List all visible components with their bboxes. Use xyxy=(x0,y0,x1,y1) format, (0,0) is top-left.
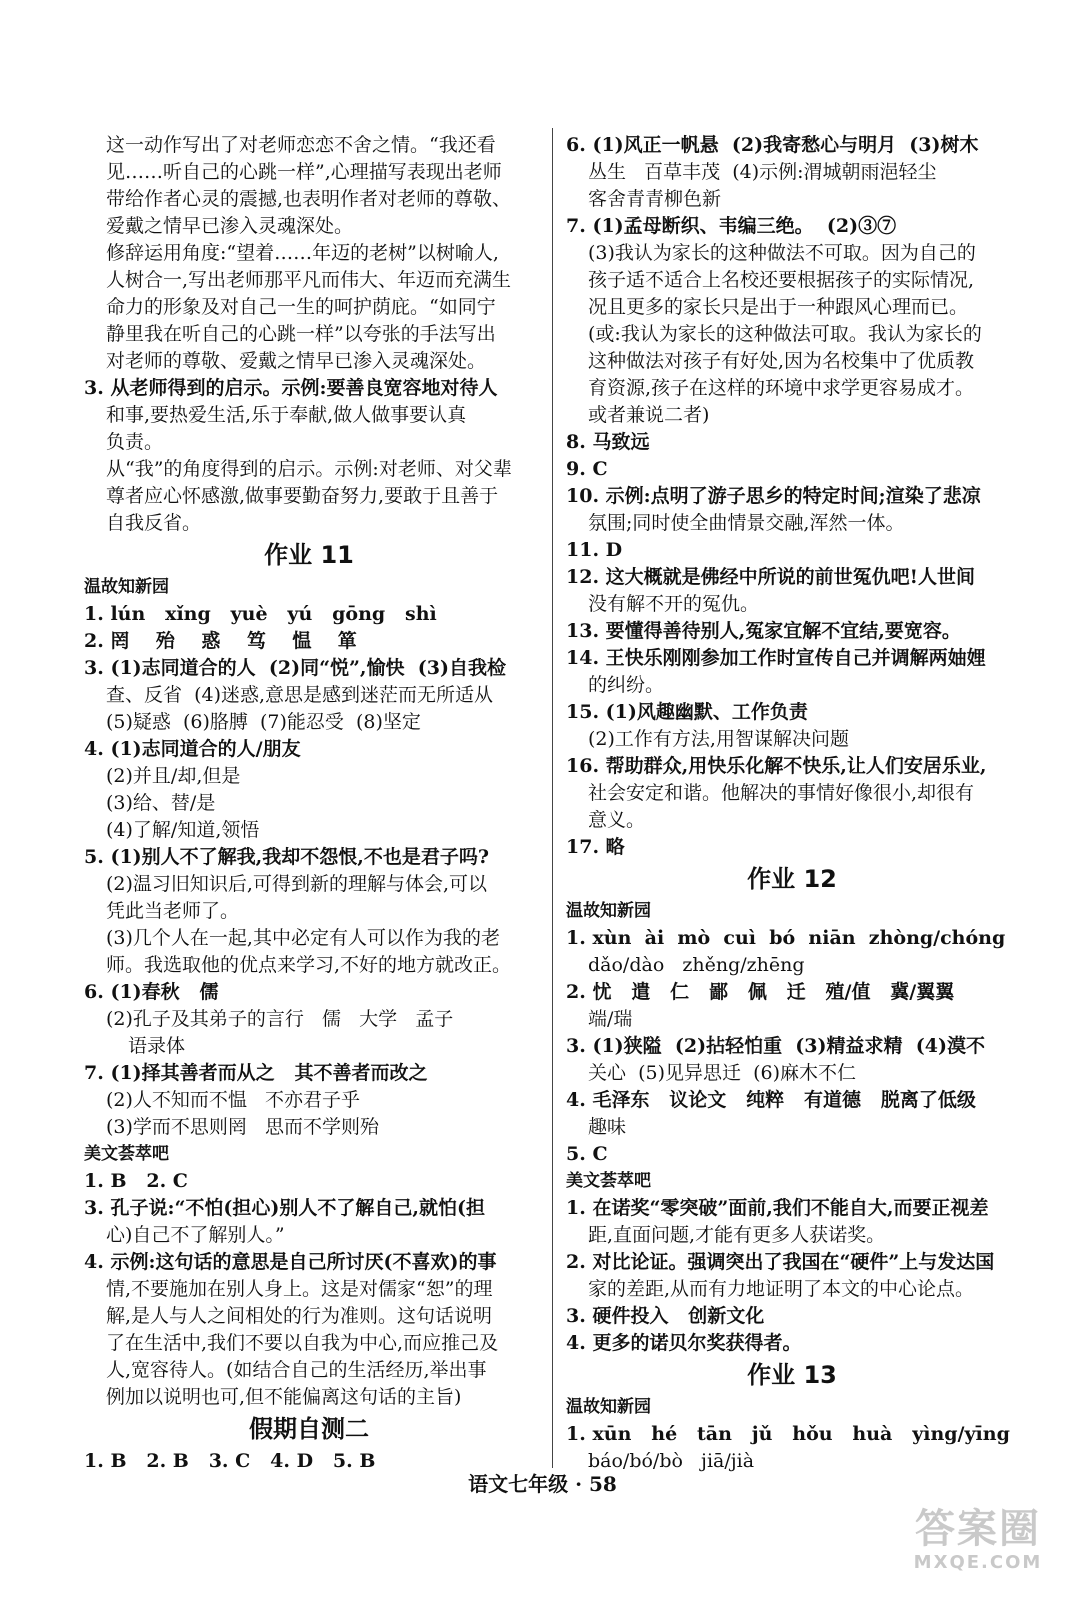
answer-line: 和事,要热爱生活,乐于奉献,做人做事要认真 xyxy=(106,404,467,426)
answer-item: 5. (1)别人不了解我,我却不怨恨,不也是君子吗? xyxy=(84,846,490,868)
answer-item: 4. (1)志同道合的人/朋友 xyxy=(84,738,301,760)
answer-line: 负责。 xyxy=(106,431,164,453)
subsection-title: 温故知新园 xyxy=(566,901,651,921)
answer-item: 1. 在诺奖“零突破”面前,我们不能自大,而要正视差 xyxy=(566,1197,989,1219)
page-footer: 语文七年级 · 58 xyxy=(468,1472,617,1496)
section-heading: 作业 12 xyxy=(747,865,837,893)
answer-line: 从“我”的角度得到的启示。示例:对老师、对父辈 xyxy=(106,458,512,480)
answer-line: 家的差距,从而有力地证明了本文的中心论点。 xyxy=(588,1278,975,1300)
answer-item: 8. 马致远 xyxy=(566,431,650,453)
answer-line: 的纠纷。 xyxy=(588,674,665,696)
answer-line: (3)我认为家长的这种做法不可取。因为自己的 xyxy=(588,242,976,264)
answer-line: 解,是人与人之间相处的行为准则。这句话说明 xyxy=(106,1305,493,1327)
subsection-title: 美文荟萃吧 xyxy=(84,1144,169,1164)
answer-item: 14. 王快乐刚刚参加工作时宣传自己并调解两妯娌 xyxy=(566,647,986,669)
answer-item: 1. B 2. B 3. C 4. D 5. B xyxy=(84,1450,376,1472)
answer-line: 语录体 xyxy=(128,1035,186,1057)
answer-line: 了在生活中,我们不要以自我为中心,而应推己及 xyxy=(106,1332,499,1354)
answer-line: 意义。 xyxy=(588,809,646,831)
answer-line: (2)人不知而不愠 不亦君子乎 xyxy=(106,1089,361,1111)
answer-line: 丛生 百草丰茂 (4)示例:渭城朝雨浥轻尘 xyxy=(588,161,937,183)
section-heading: 作业 13 xyxy=(747,1361,837,1389)
answer-line: 情,不要施加在别人身上。这是对儒家“恕”的理 xyxy=(106,1278,493,1300)
answer-item: 2. 忧 遣 仁 鄙 佩 迁 殖/值 冀/翼翼 xyxy=(566,981,955,1003)
answer-item: 6. (1)风正一帆悬 (2)我寄愁心与明月 (3)树木 xyxy=(566,134,979,156)
answer-line: 这一动作写出了对老师恋恋不舍之情。“我还看 xyxy=(106,134,496,156)
answer-line: 孩子适不适合上名校还要根据孩子的实际情况, xyxy=(588,269,975,291)
answer-item: 16. 帮助群众,用快乐化解不快乐,让人们安居乐业, xyxy=(566,755,987,777)
answer-item: 3. (1)狭隘 (2)拈轻怕重 (3)精益求精 (4)漠不 xyxy=(566,1035,985,1057)
answer-line: 修辞运用角度:“望着……年迈的老树”以树喻人, xyxy=(106,242,499,264)
answer-line: 凭此当老师了。 xyxy=(106,900,240,922)
answer-item: 2. 罔 殆 惑 笃 愠 箪 xyxy=(84,630,357,652)
answer-line: (3)学而不思则罔 思而不学则殆 xyxy=(106,1116,380,1138)
answer-line: (2)工作有方法,用智谋解决问题 xyxy=(588,728,849,750)
answer-line: (4)了解/知道,领悟 xyxy=(106,819,260,841)
answer-item: 4. 示例:这句话的意思是自己所讨厌(不喜欢)的事 xyxy=(84,1251,497,1273)
subsection-title: 美文荟萃吧 xyxy=(566,1171,651,1191)
answer-item: 1. xūn hé tān jǔ hǒu huà yìng/yīng xyxy=(566,1423,1010,1445)
answer-line: 客舍青青柳色新 xyxy=(588,188,722,210)
section-heading: 作业 11 xyxy=(264,541,354,569)
answer-line: 人,宽容待人。(如结合自己的生活经历,举出事 xyxy=(106,1359,487,1381)
answer-line: 带给作者心灵的震撼,也表明作者对老师的尊敬、 xyxy=(106,188,512,210)
answer-line: 或者兼说二者) xyxy=(588,404,710,426)
answer-item: 10. 示例:点明了游子思乡的特定时间;渲染了悲凉 xyxy=(566,485,981,507)
answer-line: 师。我选取他的优点来学习,不好的地方就改正。 xyxy=(106,954,512,976)
answer-item: 2. 对比论证。强调突出了我国在“硬件”上与发达国 xyxy=(566,1251,995,1273)
answer-item: 13. 要懂得善待别人,冤家宜解不宜结,要宽容。 xyxy=(566,620,961,642)
answer-line: 关心 (5)见异思迁 (6)麻木不仁 xyxy=(588,1062,856,1084)
answer-line: (3)几个人在一起,其中必定有人可以作为我的老 xyxy=(106,927,500,949)
answer-line: 社会安定和谐。他解决的事情好像很小,却很有 xyxy=(588,782,975,804)
answer-item: 3. 从老师得到的启示。示例:要善良宽容地对待人 xyxy=(84,377,498,399)
answer-item: 3. 硬件投入 创新文化 xyxy=(566,1305,765,1327)
answer-item: 3. 孔子说:“不怕(担心)别人不了解自己,就怕(担 xyxy=(84,1197,485,1219)
answer-line: (5)疑惑 (6)胳膊 (7)能忍受 (8)坚定 xyxy=(106,711,421,733)
answer-item: 11. D xyxy=(566,539,623,561)
answer-line: 心)自己不了解别人。” xyxy=(106,1224,285,1246)
answer-item: 12. 这大概就是佛经中所说的前世冤仇吧!人世间 xyxy=(566,566,976,588)
answer-line: 例加以说明也可,但不能偏离这句话的主旨) xyxy=(106,1386,462,1408)
answer-line: 静里我在听自己的心跳一样”以夸张的手法写出 xyxy=(106,323,496,345)
answer-line: 尊者应心怀感激,做事要勤奋努力,要敢于且善于 xyxy=(106,485,499,507)
answer-line: (2)孔子及其弟子的言行 儒 大学 孟子 xyxy=(106,1008,454,1030)
right-column xyxy=(566,132,1018,1475)
answer-line: 趣味 xyxy=(588,1116,627,1138)
answer-line: 自我反省。 xyxy=(106,512,202,534)
watermark-main: 答案圈 xyxy=(915,1506,1041,1552)
answer-line: báo/bó/bò jiā/jià xyxy=(588,1450,755,1472)
answer-item: 9. C xyxy=(566,458,608,480)
answer-item: 15. (1)风趣幽默、工作负责 xyxy=(566,701,808,723)
answer-line: 查、反省 (4)迷惑,意思是感到迷茫而无所适从 xyxy=(106,684,494,706)
answer-item: 1. lún xǐng yuè yú gōng shì xyxy=(84,603,437,625)
answer-line: (2)温习旧知识后,可得到新的理解与体会,可以 xyxy=(106,873,487,895)
answer-line: 命力的形象及对自己一生的呵护荫庇。“如同宁 xyxy=(106,296,496,318)
answer-item: 7. (1)择其善者而从之 其不善者而改之 xyxy=(84,1062,428,1084)
answer-item: 5. C xyxy=(566,1143,608,1165)
subsection-title: 温故知新园 xyxy=(566,1397,651,1417)
answer-line: 育资源,孩子在这样的环境中求学更容易成才。 xyxy=(588,377,975,399)
answer-line: (3)给、替/是 xyxy=(106,792,216,814)
answer-item: 4. 更多的诺贝尔奖获得者。 xyxy=(566,1332,802,1354)
answer-line: dǎo/dào zhěng/zhēng xyxy=(588,954,805,976)
column-divider xyxy=(552,128,553,1468)
answer-item: 4. 毛泽东 议论文 纯粹 有道德 脱离了低级 xyxy=(566,1089,976,1111)
answer-line: 况且更多的家长只是出于一种跟风心理而已。 xyxy=(588,296,969,318)
answer-line: 见……听自己的心跳一样”,心理描写表现出老师 xyxy=(106,161,502,183)
answer-line: (或:我认为家长的这种做法可取。我认为家长的 xyxy=(588,323,982,345)
watermark-logo xyxy=(893,1506,1063,1586)
answer-item: 17. 略 xyxy=(566,836,625,858)
answer-line: 氛围;同时使全曲情景交融,浑然一体。 xyxy=(588,512,905,534)
left-column xyxy=(84,132,534,1475)
answer-line: 爱戴之情早已渗入灵魂深处。 xyxy=(106,215,354,237)
answer-line: 对老师的尊敬、爱戴之情早已渗入灵魂深处。 xyxy=(106,350,487,372)
answer-line: 这种做法对孩子有好处,因为名校集中了优质教 xyxy=(588,350,975,372)
answer-item: 1. B 2. C xyxy=(84,1170,188,1192)
section-heading: 假期自测二 xyxy=(249,1415,369,1443)
answer-line: 人树合一,写出老师那平凡而伟大、年迈而充满生 xyxy=(106,269,512,291)
answer-item: 3. (1)志同道合的人 (2)同“悦”,愉快 (3)自我检 xyxy=(84,657,506,679)
subsection-title: 温故知新园 xyxy=(84,577,169,597)
answer-line: (2)并且/却,但是 xyxy=(106,765,241,787)
answer-item: 7. (1)孟母断织、韦编三绝。 (2)③⑦ xyxy=(566,215,897,237)
answer-item: 6. (1)春秋 儒 xyxy=(84,981,219,1003)
answer-line: 距,直面问题,才能有更多人获诺奖。 xyxy=(588,1224,886,1246)
answer-line: 没有解不开的冤仇。 xyxy=(588,593,760,615)
answer-line: 端/瑞 xyxy=(588,1008,633,1030)
answer-item: 1. xùn ài mò cuì bó niān zhòng/chóng xyxy=(566,927,1006,949)
watermark-sub: MXQE.COM xyxy=(913,1552,1043,1573)
